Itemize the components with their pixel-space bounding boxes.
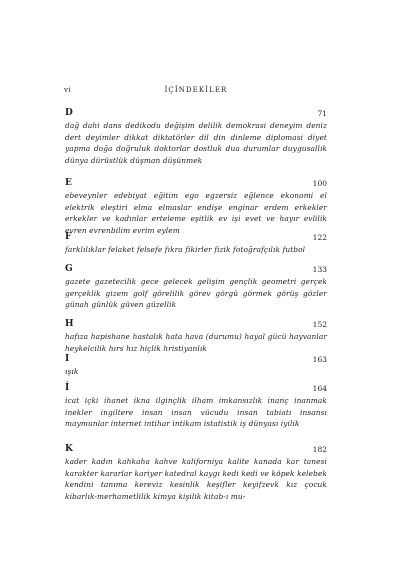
index-section-i-dotted [65,383,327,444]
section-page-number: 163 [312,355,327,364]
index-section-g [65,264,327,319]
section-word-list: kader kadın kahkaha kahve kaliforniya kalite kanada kar tanesi karakter kararlar kariyer katedral kaygı kedi kedi ve köpek kelebek kendini tanıma kereviz kesinlik keşifler keyifzevk kız çocuk kibarlık-merhametlilik kimya kişilik kitab-ı mu- [65,457,327,501]
section-header [65,444,327,455]
section-header [65,354,327,365]
page-number: vi [64,86,71,94]
section-letter: I [65,354,70,364]
section-page-number: 71 [317,109,327,118]
section-word-list: ebeveynler edebiyat eğitim ego egzersiz eğlence ekonomi el elektrik eleştiri elma elmaslar endişe enginar erdem erkekler erkekler ve kadınlar erteleme eşitlik ev işi evet ve hayır evlilik evren evrenbilim evrim eylem [65,191,327,235]
index-section-h [65,319,327,354]
section-letter: D [65,108,73,118]
index-section-e [65,178,327,235]
index-section-d [65,108,327,178]
section-letter: G [65,264,73,274]
section-header [65,178,327,189]
section-word-list: ışık [65,367,79,376]
section-letter: İ [65,383,70,393]
section-page-number: 133 [312,265,327,274]
section-header [65,264,327,275]
running-title: İÇİNDEKİLER [164,86,228,94]
section-letter: K [65,444,73,454]
section-letter: E [65,178,72,188]
section-page-number: 164 [312,384,327,393]
section-page-number: 100 [312,179,327,188]
section-letter: F [65,232,72,242]
section-word-list: hafıza hapishane hastalık hata hava (durumu) hayal gücü hayvanlar heykelcilik hırs hız hiçlik hristiyanlık [65,332,327,353]
index-section-k [65,444,327,504]
section-header [65,319,327,330]
section-header [65,232,327,243]
section-page-number: 182 [312,445,327,454]
section-word-list: farklılıklar felaket felsefe fıkra fikirler fizik fotoğrafçılık futbol [65,245,306,254]
page-header [64,86,328,98]
section-word-list: icat içki ihanet ikna ilginçlik ilham imkansızlık inanç inanmak inekler ingiltere insan insan vücudu insan tabiatı insansı maymunlar internet intihar intikam istatistik iş dünyası iyilik [65,396,327,428]
section-header [65,383,327,394]
section-page-number: 122 [312,233,327,242]
section-letter: H [65,319,74,329]
section-word-list: gazete gazetecilik gece gelecek gelişim gençlik geometri gerçek gerçeklik gizem golf görelilik görev görgü görmek görüş gözler günah günlük güven güzellik [65,277,327,309]
index-content [65,108,327,504]
section-word-list: dağ dahi dans dedikodu değişim delilik demokrasi deneyim deniz dert deyimler dikkat diktatörler dil din dinleme diplomasi diyet yapma doğa doğruluk doktorlar dostluk dua durumlar duygusallık dünya dürüstlük düşman düşünmek [65,121,327,165]
section-page-number: 152 [312,320,327,329]
index-section-f [65,232,327,264]
section-header [65,108,327,119]
index-section-i-dotless [65,354,327,383]
